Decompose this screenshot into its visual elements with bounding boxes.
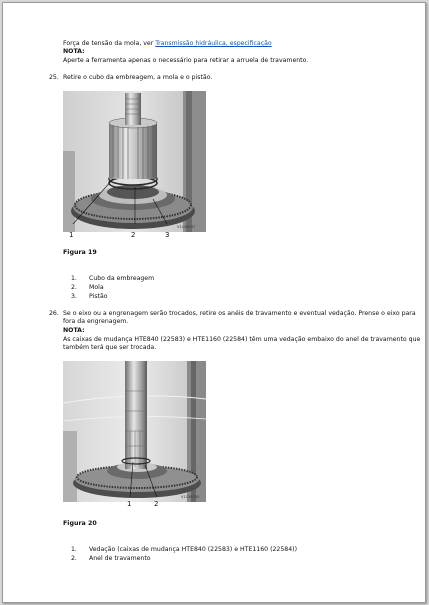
callout-1: 1 (69, 231, 74, 239)
legend-item: 2. Mola (71, 284, 104, 291)
step-number: 25. (49, 74, 59, 81)
figure-caption: Figura 19 (63, 249, 97, 256)
figure-caption: Figura 20 (63, 520, 97, 527)
legend-item: 2. Anel de travamento (71, 555, 151, 562)
legend-item: 3. Pistão (71, 293, 108, 300)
spring-tension-line (63, 40, 272, 48)
step-text-line-2: fora da engrenagem. (63, 318, 129, 325)
clutch-hub-photo (63, 91, 206, 232)
note-label: NOTA: (63, 327, 85, 334)
legend-item: 1. Vedação (caixas de mudança HTE840 (22583) e HTE1160 (22584)) (71, 546, 297, 553)
shaft-gear-photo (63, 361, 206, 502)
step-text: Retire o cubo da embreagem, a mola e o pistão. (63, 74, 213, 81)
hydraulic-transmission-spec-link[interactable]: Transmissão hidráulica, especificação (155, 40, 272, 47)
note-label: NOTA: (63, 48, 85, 55)
callout-2: 2 (131, 231, 136, 239)
note-text: Aperte a ferramenta apenas o necessário para retirar a arruela de travamento. (63, 57, 309, 64)
step-number: 26. (49, 310, 59, 317)
document-page (2, 2, 426, 603)
note-line-2: também terá que ser trocada. (63, 344, 157, 351)
spring-tension-text: Força de tensão da mola, ver (63, 40, 156, 47)
image-code: V1138745 (181, 495, 200, 499)
callout-1: 1 (127, 500, 132, 508)
step-text-line-1: Se o eixo ou a engrenagem serão trocados, retire os anéis de travamento e eventual vedação. Prense o eixo para (63, 310, 416, 317)
legend-item: 1. Cubo da embreagem (71, 275, 155, 282)
note-line-1: As caixas de mudança HTE840 (22583) e HTE1160 (22584) têm uma vedação embaixo do anel de travamento que (63, 336, 421, 343)
callout-3: 3 (165, 231, 170, 239)
callout-2: 2 (154, 500, 159, 508)
image-code: V1138747 (177, 225, 196, 229)
